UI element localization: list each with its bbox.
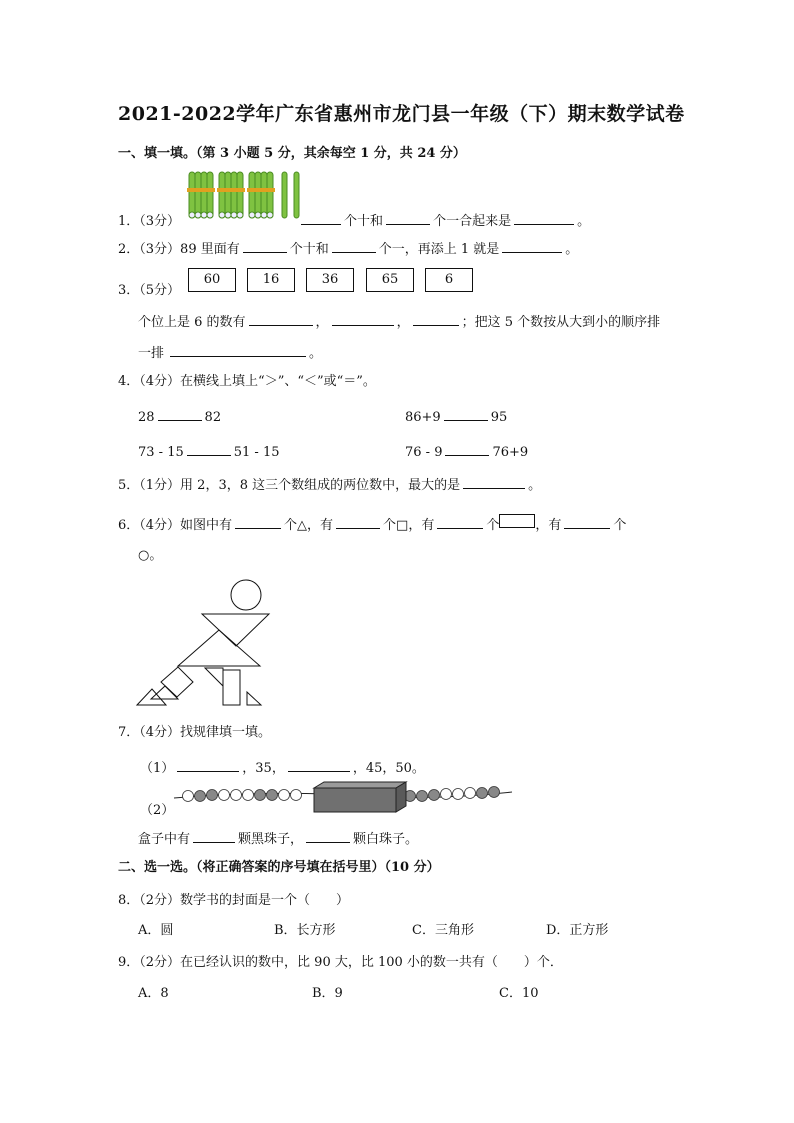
q2-text: 个一，再添上 1 就是: [378, 242, 500, 257]
answer-blank[interactable]: [564, 516, 610, 529]
bead-white: [453, 789, 464, 800]
head-circle: [231, 580, 261, 610]
answer-blank[interactable]: [332, 313, 394, 326]
q4-item-d: 76 - 9 76+9: [405, 445, 529, 460]
q4-item-b: 86+9 95: [405, 410, 508, 425]
q7-part-2-label: （2）: [140, 803, 175, 818]
q1-text: 。: [577, 214, 591, 229]
q7-part-2-answer: 盒子中有 颗黑珠子， 颗白珠子。: [138, 832, 419, 847]
foot-right: [247, 692, 261, 705]
bead-white: [183, 791, 194, 802]
question-2: [118, 240, 578, 258]
answer-blank[interactable]: [158, 408, 202, 421]
answer-blank[interactable]: [235, 516, 281, 529]
q3-text: ；把这 5 个数按从大到小的顺序排: [461, 315, 661, 330]
q7-prompt: 7．（4分）找规律填一填。: [118, 725, 272, 740]
q8-option-b[interactable]: B．长方形: [274, 923, 336, 938]
answer-blank[interactable]: [336, 516, 380, 529]
bead-dark: [207, 790, 218, 801]
answer-blank[interactable]: [444, 408, 488, 421]
tangram-figure: [137, 578, 277, 710]
question-1: [118, 212, 590, 230]
answer-blank[interactable]: [386, 212, 430, 225]
answer-blank[interactable]: [306, 830, 350, 843]
q4-prompt: 4．（4分）在横线上填上“＞”、“＜”或“＝”。: [118, 374, 376, 389]
bead-white: [219, 790, 230, 801]
answer-blank[interactable]: [437, 516, 483, 529]
q3-line-2: [138, 344, 322, 362]
q6-line-2: ○。: [138, 548, 163, 563]
q4-item-c: 73 - 15 51 - 15: [138, 445, 280, 460]
answer-blank[interactable]: [187, 443, 231, 456]
bead-white: [441, 789, 452, 800]
answer-blank[interactable]: [514, 212, 574, 225]
q2-text: 个十和: [289, 242, 329, 257]
bead-dark: [195, 791, 206, 802]
question-9: 9．（2分）在已经认识的数中，比 90 大，比 100 小的数一共有（ ）个．: [118, 955, 563, 970]
question-6: 6．（4分）如图中有 个△，有 个□，有 个 ，有 个: [118, 514, 626, 534]
q1-text: 个一合起来是: [433, 214, 512, 229]
bead-dark: [489, 787, 500, 798]
q3-text: ，: [315, 315, 329, 330]
q7-part-1: （1） ，35， ，45，50。: [140, 761, 425, 776]
bead-white: [465, 788, 476, 799]
bead-white: [231, 790, 242, 801]
answer-blank[interactable]: [413, 313, 459, 326]
q9-option-c[interactable]: C．10: [499, 986, 539, 1001]
answer-blank[interactable]: [332, 240, 376, 253]
bead-white: [291, 790, 302, 801]
q9-option-a[interactable]: A．8: [138, 986, 169, 1001]
arm-triangle: [178, 630, 260, 666]
bead-dark: [255, 790, 266, 801]
body-triangle: [202, 614, 269, 646]
q3-text: 一排: [138, 346, 165, 361]
q8-option-a[interactable]: A．圆: [138, 923, 174, 938]
bead-dark: [477, 788, 488, 799]
answer-blank[interactable]: [463, 476, 525, 489]
q2-number: 2．（3分）89 里面有: [118, 242, 240, 257]
question-8: 8．（2分）数学书的封面是一个（ ）: [118, 893, 350, 908]
bead-dark: [267, 790, 278, 801]
section-2-heading: 二、选一选。（将正确答案的序号填在括号里）（10 分）: [118, 860, 440, 875]
q1-text: 个十和: [344, 214, 384, 229]
rectangle-icon: [499, 514, 535, 528]
q1-number: 1．（3分）: [118, 214, 181, 229]
answer-blank[interactable]: [243, 240, 287, 253]
q3-text: 个位上是 6 的数有: [138, 315, 246, 330]
q9-option-b[interactable]: B．9: [312, 986, 343, 1001]
number-card: 36: [306, 268, 354, 292]
answer-blank[interactable]: [249, 313, 313, 326]
leg-right-rect: [223, 670, 240, 705]
section-1-heading: 一、填一填。（第 3 小题 5 分，其余每空 1 分，共 24 分）: [118, 146, 466, 161]
answer-blank[interactable]: [193, 830, 235, 843]
answer-blank[interactable]: [288, 759, 350, 772]
answer-blank[interactable]: [301, 212, 341, 225]
question-5: 5．（1分）用 2，3，8 这三个数组成的两位数中，最大的是 。: [118, 478, 542, 493]
bead-dark: [429, 790, 440, 801]
box-icon: [314, 782, 406, 812]
answer-blank[interactable]: [445, 443, 489, 456]
bead-string: [170, 778, 510, 818]
number-card: 65: [366, 268, 414, 292]
q8-option-d[interactable]: D．正方形: [546, 923, 609, 938]
leg-left-square: [161, 667, 193, 697]
q3-text: ，: [396, 315, 410, 330]
answer-blank[interactable]: [170, 344, 306, 357]
q4-item-a: 28 82: [138, 410, 222, 425]
answer-blank[interactable]: [502, 240, 562, 253]
number-card: 16: [247, 268, 295, 292]
q3-number: 3．（5分）: [118, 283, 181, 298]
q3-line-1: [138, 313, 660, 331]
q8-option-c[interactable]: C．三角形: [412, 923, 474, 938]
knee-triangle: [205, 668, 223, 686]
leg-left-small: [137, 689, 166, 705]
bead-white: [243, 790, 254, 801]
q2-text: 。: [565, 242, 579, 257]
bead-dark: [417, 791, 428, 802]
number-card: 6: [425, 268, 473, 292]
bead-white: [279, 790, 290, 801]
number-card: 60: [188, 268, 236, 292]
page-title: 2021-2022学年广东省惠州市龙门县一年级（下）期末数学试卷: [118, 103, 685, 125]
q3-text: 。: [309, 346, 323, 361]
answer-blank[interactable]: [177, 759, 239, 772]
